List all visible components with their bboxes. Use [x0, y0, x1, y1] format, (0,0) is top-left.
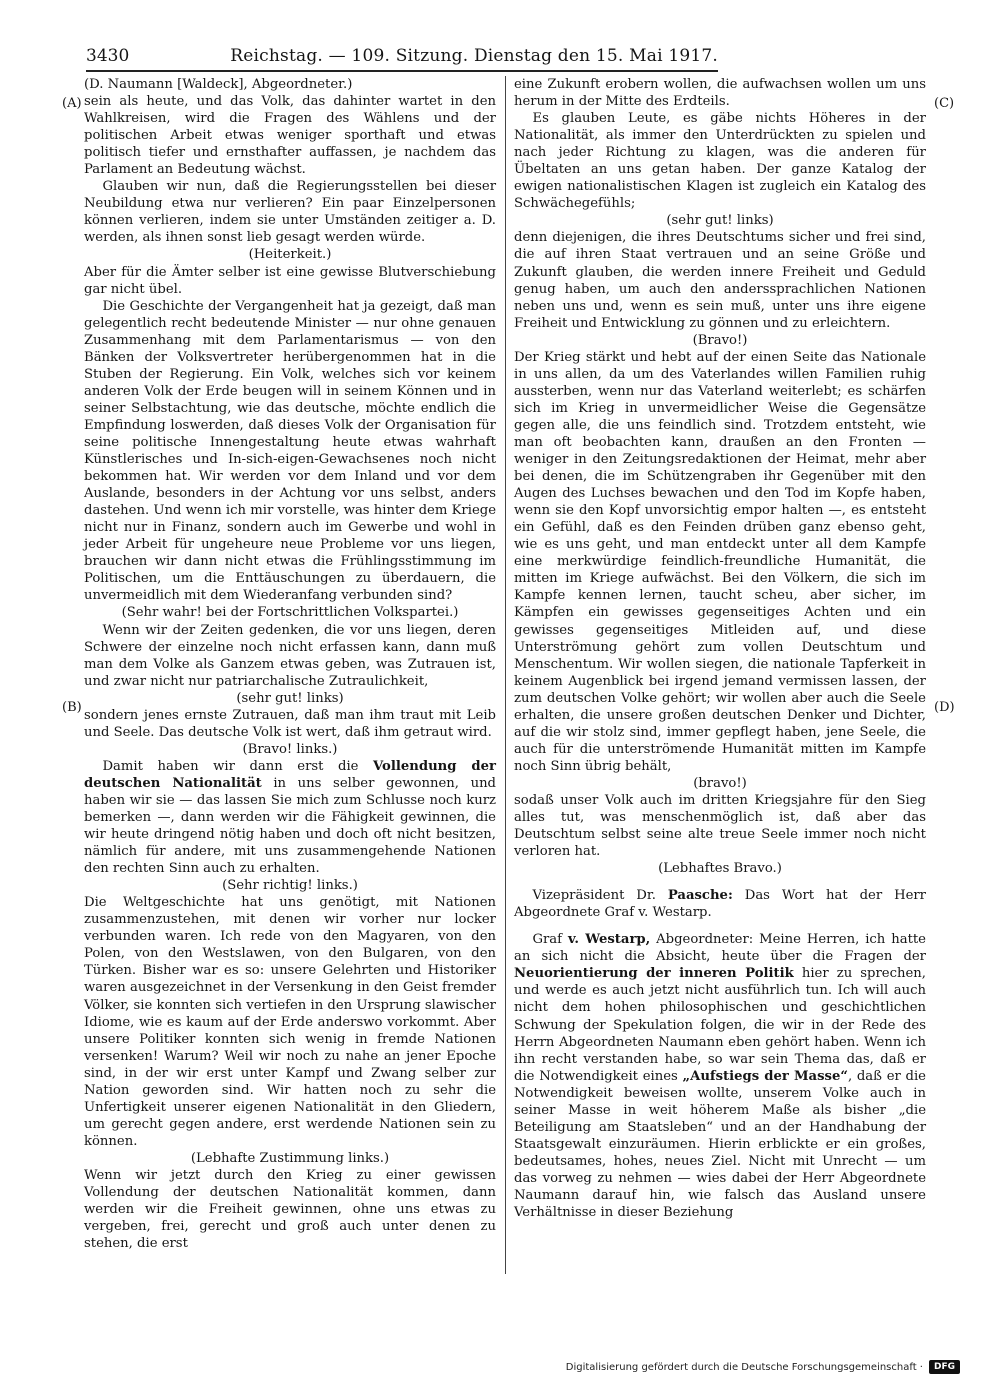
footer-text: Digitalisierung gefördert durch die Deutsche Forschungsgemeinschaft · — [565, 1361, 923, 1373]
westarp-speech — [514, 931, 926, 1221]
dfg-logo: DFG — [929, 1360, 960, 1374]
reaction: (Bravo!) — [692, 332, 748, 348]
speaker-name: v. Westarp, — [568, 932, 651, 948]
paragraph: Der Krieg stärkt und hebt auf der einen Seite das Nationale in uns allen, da um des Vaterlandes willen Familien ruhig aussterben, wenn nur das Vaterland weiterlebt; es schärfen sich im Krieg in unvermeidlicher Weise die Gegensätze gegen alle, die uns feindlich sind. Trotzdem entsteht, wie man oft beobachten kann, draußen an den Fronten — weniger in den Zeitungsredaktionen der Heimat, mehr aber bei denen, die im Schützengraben ihr Gegenüber mit den Augen des Luchses bewachen und den Tod im Kopfe haben, wenn sie den Kopf unvorsichtig empor halten —, es entsteht ein Gefühl, daß es den Feinden drüben ganz ebenso geht, wie es uns geht, und man entdeckt unter all dem Kampfe eine merkwürdige feindlich-freundliche Humanität, die mitten im Kriege aufwächst. Bei den Völkern, die sich im Kampfe kennen lernen, taucht scheu, aber sicher, im Kämpfen ein gewisses gegenseitiges Achten und ein gewisses gegenseitiges Mitleiden auf, und diese Unterströmung gehört zum vollen Deutschtum und Menschentum. Wir wollen siegen, die nationale Tapferkeit in keinem Augenblick bei irgend jemand vermissen lassen, der zum deutschen Volke gehört; wir wollen aber auch die Seele erhalten, die unsere großen deutschen Denker und Dichter, auf die wir stolz sind, immer gepflegt haben, jene Seele, die auch für die unterströmende Humanität mitten im Kampfe noch Sinn übrig behält, — [514, 349, 926, 774]
text-run: Vizepräsident Dr. — [532, 888, 656, 904]
margin-marker-b: (B) — [62, 700, 82, 715]
vice-president-statement — [514, 887, 926, 921]
paragraph: Aber für die Ämter selber ist eine gewisse Blutverschiebung gar nicht übel. — [84, 264, 496, 297]
text-run: , daß er die Notwendigkeit beweisen wollte, unserem Volke auch in seiner Masse in weit höherem Maße als bisher „die Beteiligung am Staatsleben“ und an der Handhabung der Staatsgewalt einzuräumen. Hierin erblickte er ein großes, bedeutsames, hohes, neues Ziel. Nicht mit Unrecht — um das vorweg zu nehmen — wies dabei der Herr Abgeordnete Naumann darauf hin, wie falsch das Ausland unsere Verhältnisse in dieser Beziehung — [514, 1068, 926, 1221]
margin-marker-a: (A) — [62, 96, 82, 111]
column-divider — [505, 76, 506, 1274]
paragraph: Wenn wir der Zeiten gedenken, die vor uns liegen, deren Schwere der einzelne noch nicht erfassen kann, dann muß man dem Volke als Ganzem etwas geben, was Zutrauen ist, und zwar nicht nur patriarchalische Zutraulichkeit, — [84, 622, 496, 689]
text-run: Abgeordneter: Meine Herren, ich hatte an sich nicht die Absicht, heute über die Fragen der — [514, 932, 926, 965]
reaction: (Heiterkeit.) — [248, 247, 332, 263]
reaction: (Bravo! links.) — [242, 741, 338, 757]
running-title: Reichstag. — 109. Sitzung. Dienstag den 15. Mai 1917. — [230, 46, 718, 66]
paragraph: Es glauben Leute, es gäbe nichts Höheres in der Nationalität, als immer den Unterdrückten zu spielen und nach jeder Richtung zu klagen, was die anderen für Übeltaten an uns getan haben. Der ganze Katalog der ewigen nationalistischen Klagen ist zugleich ein Katalog des Schwächegefühls; — [514, 111, 926, 212]
paragraph: eine Zukunft erobern wollen, die aufwachsen wollen um uns herum in der Mitte des Erdteils. — [514, 77, 926, 110]
right-column — [514, 76, 926, 1221]
page-number: 3430 — [86, 46, 130, 66]
left-column — [84, 76, 496, 1252]
reaction: (Lebhaftes Bravo.) — [658, 861, 782, 877]
paragraph — [84, 758, 496, 877]
margin-marker-c: (C) — [934, 96, 955, 111]
margin-marker-d: (D) — [934, 700, 955, 715]
spacer — [514, 877, 926, 887]
paragraph: sein als heute, und das Volk, das dahinter wartet in den Wahlkreisen, wird die Fragen des Wählens und der politischen Arbeit etwas weniger sporthaft und etwas politisch tiefer und ernsthafter auffassen, je nachdem das Parlament an Bedeutung wächst. — [84, 94, 496, 178]
emphasis: „Aufstiegs der Masse“ — [682, 1068, 848, 1084]
speaker-label: (D. Naumann [Waldeck], Abgeordneter.) — [84, 77, 353, 92]
emphasis: Neuorientierung der inneren Politik — [514, 966, 794, 982]
paragraph: Die Geschichte der Vergangenheit hat ja gezeigt, daß man gelegentlich recht bedeutende Minister — nur ohne genauen Zusammenhang mit dem Parlamentarismus — von den Bänken der Volksvertreter herübergenommen hat in die Stuben der Regierung. Ein Volk, welches sich vor keinem anderen Volk der Erde beugen will in seinem Können und in seiner Selbstachtung, wie das deutsche, möchte endlich die Empfindung loswerden, daß dieses Volk der Organisation für seine politische Innengestaltung heute etwas wahrhaft Künstlerisches und In-sich-eigen-Gewachsenes noch nicht bekommen hat. Wir werden vor dem Inland und vor dem Auslande, besonders in der Achtung vor uns selbst, anders dastehen. Und wenn ich mir vorstelle, was hinter dem Kriege nicht nur in Finanz, sondern auch im Gewerbe und wohl in jeder Arbeit für ungeheure neue Probleme vor uns liegen, brauchen wir dann nicht etwas die Frühlingsstimmung im Politischen, um die Enttäuschungen zu überdauern, die unvermeidlich mit dem Wiederanfang verbunden sind? — [84, 298, 496, 604]
paragraph: Glauben wir nun, daß die Regierungsstellen bei dieser Neubildung etwa nur verlieren? Ein paar Einzelpersonen können verlieren, indem sie unter Umständen zeitiger a. D. werden, als ihnen sonst lieb gesagt werden würde. — [84, 179, 496, 246]
footer — [566, 1360, 960, 1374]
reaction: (Sehr richtig! links.) — [222, 878, 358, 894]
paragraph: sondern jenes ernste Zutrauen, daß man ihm traut mit Leib und Seele. Das deutsche Volk ist wert, daß ihm getraut wird. — [84, 707, 496, 740]
text-run: Graf — [532, 932, 563, 948]
paragraph: sodaß unser Volk auch im dritten Kriegsjahre für den Sieg alles tut, was menschenmöglich ist, daß aber das Deutschtum selbst seine alte treue Seele immer noch nicht verloren hat. — [514, 792, 926, 860]
text-run: Damit haben wir dann erst die — [102, 758, 359, 774]
reaction: (sehr gut! links) — [236, 690, 344, 706]
paragraph: Die Weltgeschichte hat uns genötigt, mit Nationen zusammenzustehen, mit denen wir vorher nur locker verbunden waren. Ich rede von den Magyaren, von den Polen, von den Westslawen, von den Bulgaren, von den Türken. Bisher war es so: unsere Gelehrten und Historiker waren ausgezeichnet in der Versenkung in den Geist fremder Völker, sie konnten sich vertiefen in den Ursprung slawischer Idiome, wie es kaum auf der Erde anderswo vorkommt. Aber unsere Politiker konnten sich wenig in fremde Nationen versenken! Warum? Weil wir noch zu nahe an jener Epoche sind, in der wir erst unter Kampf und Zwang selber zur Nation geworden sind. Wir hatten noch zu sehr die Unfertigkeit unserer eigenen Nationalität in den Gliedern, um gerecht gegen andere, erst werdende Nationen sein zu können. — [84, 895, 496, 1149]
paragraph: Wenn wir jetzt durch den Krieg zu einer gewissen Vollendung der deutschen Nationalität kommen, dann werden wir die Freiheit gewinnen, ohne uns etwas zu vergeben, frei, gerecht und groß auch unter denen zu stehen, die erst — [84, 1168, 496, 1252]
reaction: (Sehr wahr! bei der Fortschrittlichen Volkspartei.) — [121, 605, 459, 621]
page-header — [86, 44, 718, 72]
text-run: in uns selber gewonnen, und haben wir sie — das lassen Sie mich zum Schlusse noch kurz bemerken —, dann werden wir die Fähigkeit gewinnen, die wir heute dringend nötig haben und doch oft nicht besitzen, nämlich für andere, mit uns zusammengehende Nationen den rechten Sinn auch zu erhalten. — [84, 775, 497, 877]
text-run: Das Wort hat der Herr Abgeordnete Graf v. Westarp. — [514, 888, 926, 921]
speaker-name: Paasche: — [667, 888, 733, 904]
reaction: (bravo!) — [693, 775, 747, 791]
text-run: hier zu sprechen, und werde es auch jetzt nicht ausführlich tun. Ich will auch nicht dem hohen philosophischen und geschichtlichen Schwung der Spekulation folgen, die wir in der Rede des Herrn Abgeordneten Naumann eben gehört haben. Wenn ich ihn recht verstanden habe, so war sein Thema das, daß er die Notwendigkeit eines — [514, 966, 926, 1084]
reaction: (sehr gut! links) — [666, 213, 774, 229]
spacer — [514, 921, 926, 931]
paragraph: denn diejenigen, die ihres Deutschtums sicher und frei sind, die auf ihren Staat vertrauen und an seine Größe und Zukunft glauben, die werden innere Freiheit und Geduld genug haben, um auch den anderssprachlichen Nationen neben uns und, wenn es sein muß, unter uns ihre eigene Freiheit und Entwicklung zu gönnen und zu erleichtern. — [514, 230, 926, 331]
emphasis: Vollendung der deutschen Nationalität — [84, 758, 496, 791]
reaction: (Lebhafte Zustimmung links.) — [190, 1150, 390, 1166]
